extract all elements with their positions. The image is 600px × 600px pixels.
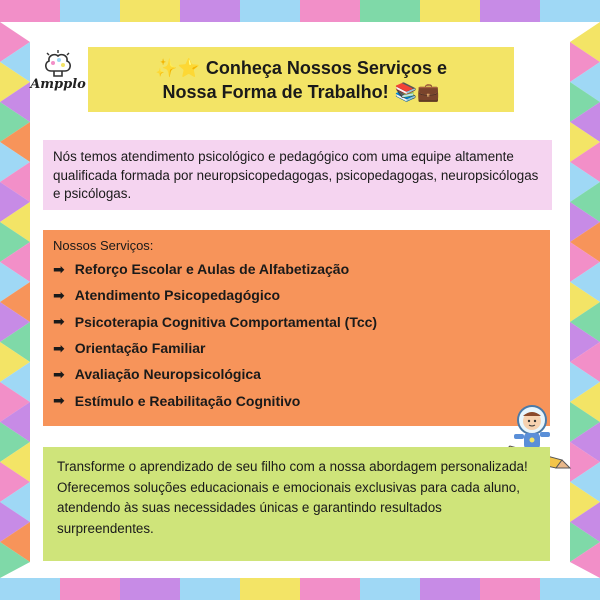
frame-bottom-border <box>0 578 600 600</box>
service-label: Estímulo e Reabilitação Cognitivo <box>74 392 301 409</box>
cta-line-1: Transforme o aprendizado de seu filho com a nossa abordagem personalizada! <box>57 459 528 474</box>
services-heading: Nossos Serviços: <box>53 238 154 253</box>
cta-box <box>43 447 550 561</box>
service-label: Atendimento Psicopedagógico <box>74 287 281 304</box>
service-label: Psicoterapia Cognitiva Comportamental (Tcc) <box>74 313 378 330</box>
title-line-2 <box>163 80 440 104</box>
frame-left-triangles <box>0 22 30 578</box>
arrow-right-icon: ➡ <box>53 339 65 356</box>
service-label: Orientação Familiar <box>74 340 206 357</box>
intro-text: Nós temos atendimento psicológico e pedagógico com uma equipe altamente qualificada formada por neuropsicopedagogas, psicopedagogas, neuropsicólogas e psicólogas. <box>53 149 539 201</box>
service-label: Reforço Escolar e Aulas de Alfabetização <box>74 261 350 278</box>
books-briefcase-icon: 📚💼 <box>394 81 440 102</box>
brand-logo <box>32 44 84 96</box>
title-text-line-2: Nossa Forma de Trabalho! <box>162 81 389 102</box>
intro-box <box>43 140 552 210</box>
service-item <box>53 282 540 308</box>
brain-lightbulb-icon <box>41 49 75 79</box>
service-item <box>53 335 540 361</box>
page-title-banner <box>88 47 514 112</box>
arrow-right-icon: ➡ <box>53 260 65 277</box>
arrow-right-icon: ➡ <box>53 365 65 382</box>
service-item <box>53 309 540 335</box>
service-item <box>53 256 540 282</box>
title-line-1 <box>155 56 447 80</box>
service-item <box>53 387 540 413</box>
sparkle-star-icon: ✨⭐ <box>155 57 200 78</box>
title-text-line-1: Conheça Nossos Serviços e <box>205 57 447 78</box>
service-label: Avaliação Neuropsicológica <box>74 366 261 383</box>
cta-line-2: Oferecemos soluções educacionais e emocionais exclusivas para cada aluno, atendendo às suas necessidades únicas e garantindo resultados surpreendentes. <box>57 479 520 536</box>
arrow-right-icon: ➡ <box>53 313 65 330</box>
services-box <box>43 230 550 426</box>
service-item <box>53 361 540 387</box>
arrow-right-icon: ➡ <box>53 392 65 409</box>
frame-top-border <box>0 0 600 22</box>
arrow-right-icon: ➡ <box>53 286 65 303</box>
frame-right-triangles <box>570 22 600 578</box>
logo-text: Ampplo <box>30 76 86 92</box>
